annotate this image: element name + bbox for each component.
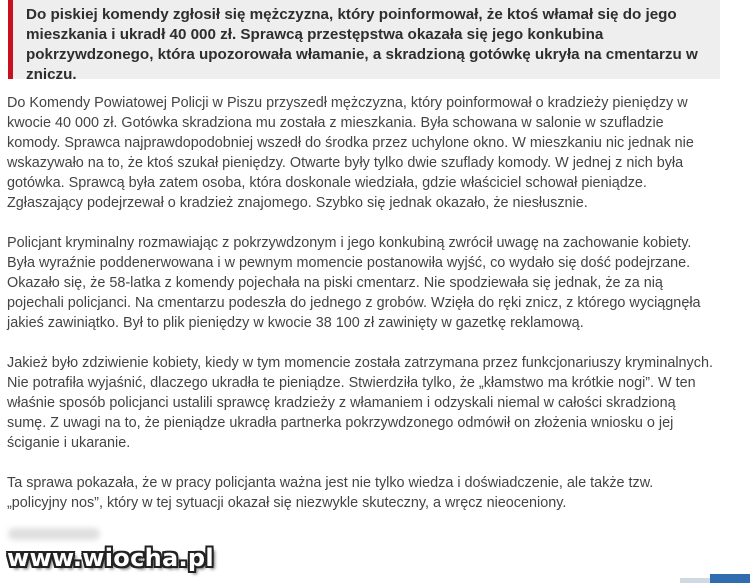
article-paragraph-3: Jakież było zdziwienie kobiety, kiedy w tym momencie została zatrzymana przez funkcjonariuszy kryminalnych. Nie potrafiła wyjaśnić, dlaczego ukradła te pieniądze. Stwierdziła tylko, że „kłamstwo ma krótkie nogi”. W ten właśnie sposób policjanci ustalili sprawcę kradzieży z włamaniem i odzyskali niemal w całości skradzioną sumę. Z uwagi na to, że pieniądze ukradła partnerka pokrzywdzonego odmówił on złożenia wniosku o jej ściganie i ukaranie. (7, 355, 713, 451)
article-paragraph-1: Do Komendy Powiatowej Policji w Piszu przyszedł mężczyzna, który poinformował o kradzieży pieniędzy w kwocie 40 000 zł. Gotówka skradziona mu została z mieszkania. Była schowana w salonie w szufladzie komody. Sprawca najprawdopodobniej wszedł do środka przez uchylone okno. W mieszkaniu nic jednak nie wskazywało na to, że ktoś szukał pieniędzy. Otwarte były tylko dwie szuflady komody. W jednej z nich była gotówka. Sprawcą była zatem osoba, która doskonale wiedziała, gdzie właściciel schował pieniądze. Zgłaszający podejrzewał o kradzież znajomego. Szybko się jednak okazało, że niesłusznie. (7, 95, 694, 211)
article-paragraph-2: Policjant kryminalny rozmawiając z pokrzywdzonym i jego konkubiną zwrócił uwagę na zachowanie kobiety. Była wyraźnie poddenerwowana i w pewnym momencie postanowiła wyjść, co wydało się dość podejrzane. Okazało się, że 58-latka z komendy pojechała na piski cmentarz. Nie spodziewała się jednak, że za nią pojechali policjanci. Na cmentarzu podeszła do jednego z grobów. Wzięła do ręki znicz, z którego wyciągnęła jakieś zawiniątko. Był to plik pieniędzy w kwocie 38 100 zł zawinięty w gazetkę reklamową. (7, 235, 701, 331)
blurred-author-line (8, 528, 100, 540)
corner-decoration-light (680, 578, 710, 583)
article-lead: Do piskiej komendy zgłosił się mężczyzna, który poinformował, że ktoś włamał się do jego mieszkania i ukradł 40 000 zł. Sprawcą przestępstwa okazała się jego konkubina pokrzywdzonego, która upozorowała włamanie, a skradzioną gotówkę ukryła na cmentarzu w zniczu. (26, 6, 698, 83)
lead-box (8, 0, 720, 83)
site-watermark: www.wiocha.pl (7, 544, 214, 572)
corner-decoration (710, 574, 750, 583)
article-body (7, 93, 717, 533)
article-paragraph-4: Ta sprawa pokazała, że w pracy policjanta ważna jest nie tylko wiedza i doświadczenie, ale także tzw. „policyjny nos”, który w tej sytuacji okazał się niezwykle skuteczny, a wręcz nieoceniony. (7, 475, 654, 511)
